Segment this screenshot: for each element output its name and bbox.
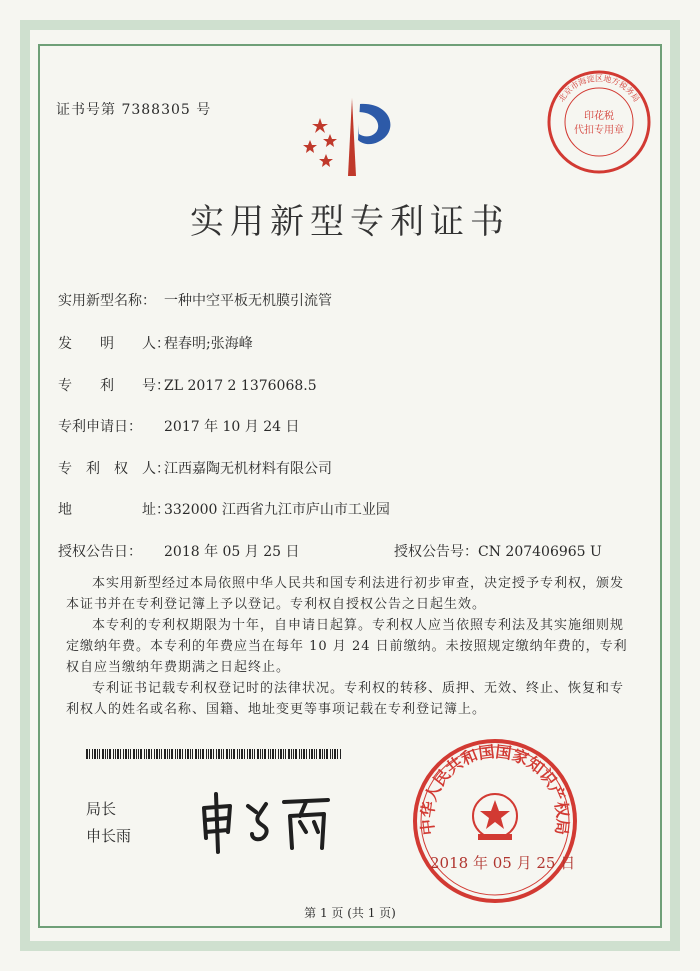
certificate-title: 实用新型专利证书 — [190, 202, 510, 242]
patentee-value: 江西嘉陶无机材料有限公司 — [164, 461, 332, 477]
field-utility-model-name: 实用新型名称： 一种中空平板无机膜引流管 — [58, 293, 332, 309]
address-value: 332000 江西省九江市庐山市工业园 — [164, 502, 390, 518]
seal-text: 中华人民共和国国家知识产权局 — [417, 741, 573, 837]
field-patent-number: 专 利 号：ZL 2017 2 1376068.5 — [58, 378, 317, 394]
certificate-number: 证书号第 7388305 号 — [56, 102, 212, 118]
handwritten-signature — [196, 786, 336, 856]
cnipa-logo-icon — [296, 96, 404, 180]
field-application-date: 专利申请日： 2017 年 10 月 24 日 — [58, 419, 300, 435]
paragraph-legal-status: 专利证书记载专利权登记时的法律状况。专利权的转移、质押、无效、终止、恢复和专利权人的姓名或名称、国籍、地址变更等事项记载在专利登记簿上。 — [66, 681, 625, 717]
paragraph-grant-decision: 本实用新型经过本局依照中华人民共和国专利法进行初步审查，决定授予专利权，颁发本证书并在专利登记簿上予以登记。专利权自授权公告之日起生效。 — [66, 576, 625, 612]
svg-text:北京市海淀区地方税务局: 北京市海淀区地方税务局 — [556, 74, 642, 104]
field-grant-date: 授权公告日： 2018 年 05 月 25 日 — [58, 544, 300, 560]
field-address: 地 址：332000 江西省九江市庐山市工业园 — [58, 502, 390, 518]
seal-date: 2018 年 05 月 25 日 — [430, 854, 576, 872]
page-footer: 第 1 页 (共 1 页) — [304, 906, 396, 920]
field-inventor: 发 明 人：程春明;张海峰 — [58, 336, 253, 352]
certificate-number-value: 7388305 — [121, 102, 191, 118]
inventor-value: 程春明;张海峰 — [164, 336, 253, 352]
application-date-value: 2017 年 10 月 24 日 — [164, 419, 300, 435]
cnipa-official-seal — [410, 736, 580, 906]
paragraph-term: 本专利的专利权期限为十年，自申请日起算。专利权人应当依照专利法及其实施细则规定缴纳年费。本专利的年费应当在每年 10 月 24 日前缴纳。未按照规定缴纳年费的，专利权自应当缴纳年费期满之日起终止。 — [66, 618, 628, 675]
svg-text:印花税: 印花税 — [584, 111, 614, 122]
grant-number-value: CN 207406965 U — [478, 544, 602, 560]
barcode-icon — [86, 749, 344, 759]
field-grant-number: 授权公告号：CN 207406965 U — [394, 544, 602, 560]
utility-model-name-value: 一种中空平板无机膜引流管 — [164, 293, 332, 309]
director-name: 申长雨 — [86, 827, 132, 845]
tax-stamp-seal — [544, 67, 654, 177]
patent-number-value: ZL 2017 2 1376068.5 — [164, 378, 317, 394]
grant-date-value: 2018 年 05 月 25 日 — [164, 544, 300, 560]
director-title: 局长 — [86, 800, 117, 818]
svg-text:代扣专用章: 代扣专用章 — [574, 125, 624, 136]
field-patentee: 专 利 权 人：江西嘉陶无机材料有限公司 — [58, 461, 332, 477]
